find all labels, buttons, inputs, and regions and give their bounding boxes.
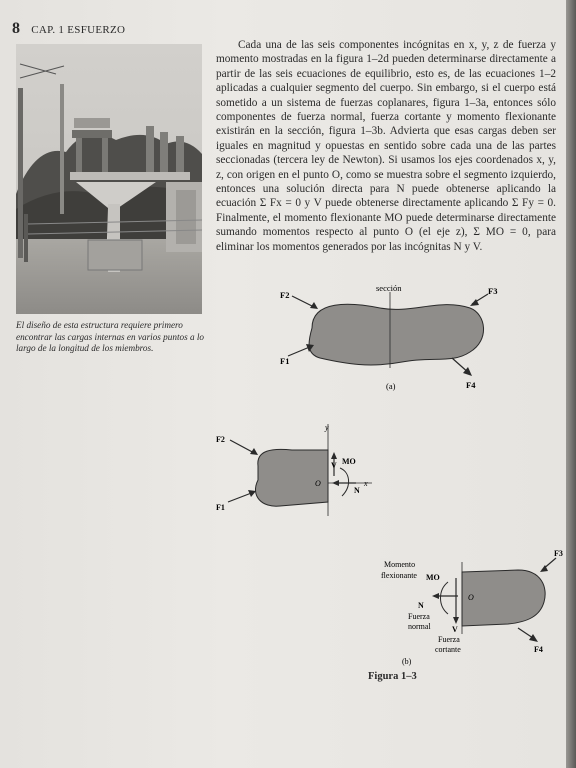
figure-1-3b-left (212, 420, 392, 520)
y-axis-label: y (325, 423, 329, 432)
paragraph-text: Cada una de las seis componentes incógnitas en x, y, z de fuerza y momento mostradas en la figura 1–2d pueden determinarse directamente a partir de las seis ecuaciones de equilibrio, esto es, de las ecuaciones 1–2 aplicadas a cualquier segmento del cuerpo. Sin embargo, si el cuerpo está sometido a un sistema de fuerzas coplanares, figura 1–3a, entonces sólo componentes de fuerza normal, fuerza cortante y momento flexionante existirán en la sección, figura 1–3b. Advierta que esas cargas deben ser iguales en magnitud y opuestas en sentido sobre cada una de las partes seccionadas (tercera ley de Newton). Si usamos los ejes coordenados x, y, z, con origen en el punto O, como se muestra sobre el segmento izquierdo, entonces una solución directa para N puede obtenerse aplicando la ecuación Σ Fx = 0 y V puede obtenerse directamente aplicando Σ Fy = 0. Finalmente, el momento flexionante MO puede determinarse directamente sumando momentos respecto al punto O (el eje z), Σ MO = 0, para eliminar los momentos generados por las incógnitas N y V. (216, 39, 556, 253)
body-shape-a (309, 304, 483, 365)
f2-label: F2 (280, 290, 290, 300)
mo-arc (340, 468, 349, 496)
f1-label: F1 (280, 356, 290, 366)
page-header (12, 20, 125, 38)
mo-arc-right (441, 582, 449, 614)
mo-label-right: MO (426, 573, 440, 582)
figure-title: Figura 1–3 (368, 671, 417, 682)
n-label-right: N (418, 601, 424, 610)
sublabel-a: (a) (386, 381, 396, 391)
normal-label-1: Fuerza (408, 612, 430, 621)
moment-label-2: flexionante (381, 571, 417, 580)
f4-label: F4 (466, 380, 476, 390)
origin-label-left: O (315, 479, 321, 488)
body-shape-left (255, 449, 328, 506)
v-label: V (331, 461, 337, 470)
n-label: N (354, 486, 360, 495)
sublabel-b: (b) (402, 657, 412, 666)
book-spine (566, 0, 576, 768)
photo-caption (16, 320, 206, 355)
origin-label-right: O (468, 593, 474, 602)
shear-label-1: Fuerza (438, 635, 460, 644)
moment-label-1: Momento (384, 560, 416, 569)
caption-text: El diseño de esta estructura requiere primero encontrar las cargas internas en varios puntos a lo largo de la longitud de los miembros. (16, 320, 204, 354)
f1-label-left: F1 (216, 503, 225, 512)
f3-label: F3 (488, 286, 498, 296)
figure-1-3a (272, 282, 512, 394)
section-label: sección (376, 283, 402, 293)
body-shape-right (462, 570, 545, 626)
x-axis-label: x (364, 479, 368, 488)
substation-photo (16, 44, 202, 314)
normal-label-2: normal (408, 622, 431, 631)
main-paragraph (216, 38, 556, 254)
chapter-title: CAP. 1 ESFUERZO (31, 24, 126, 36)
mo-label: MO (342, 457, 356, 466)
f2-label-left: F2 (216, 435, 225, 444)
f3-label-right: F3 (554, 549, 563, 558)
f4-label-right: F4 (534, 645, 543, 654)
figure-1-3b-right (378, 548, 568, 670)
page-number: 8 (12, 20, 20, 37)
v-label-right: V (452, 625, 458, 634)
shear-label-2: cortante (435, 645, 461, 654)
